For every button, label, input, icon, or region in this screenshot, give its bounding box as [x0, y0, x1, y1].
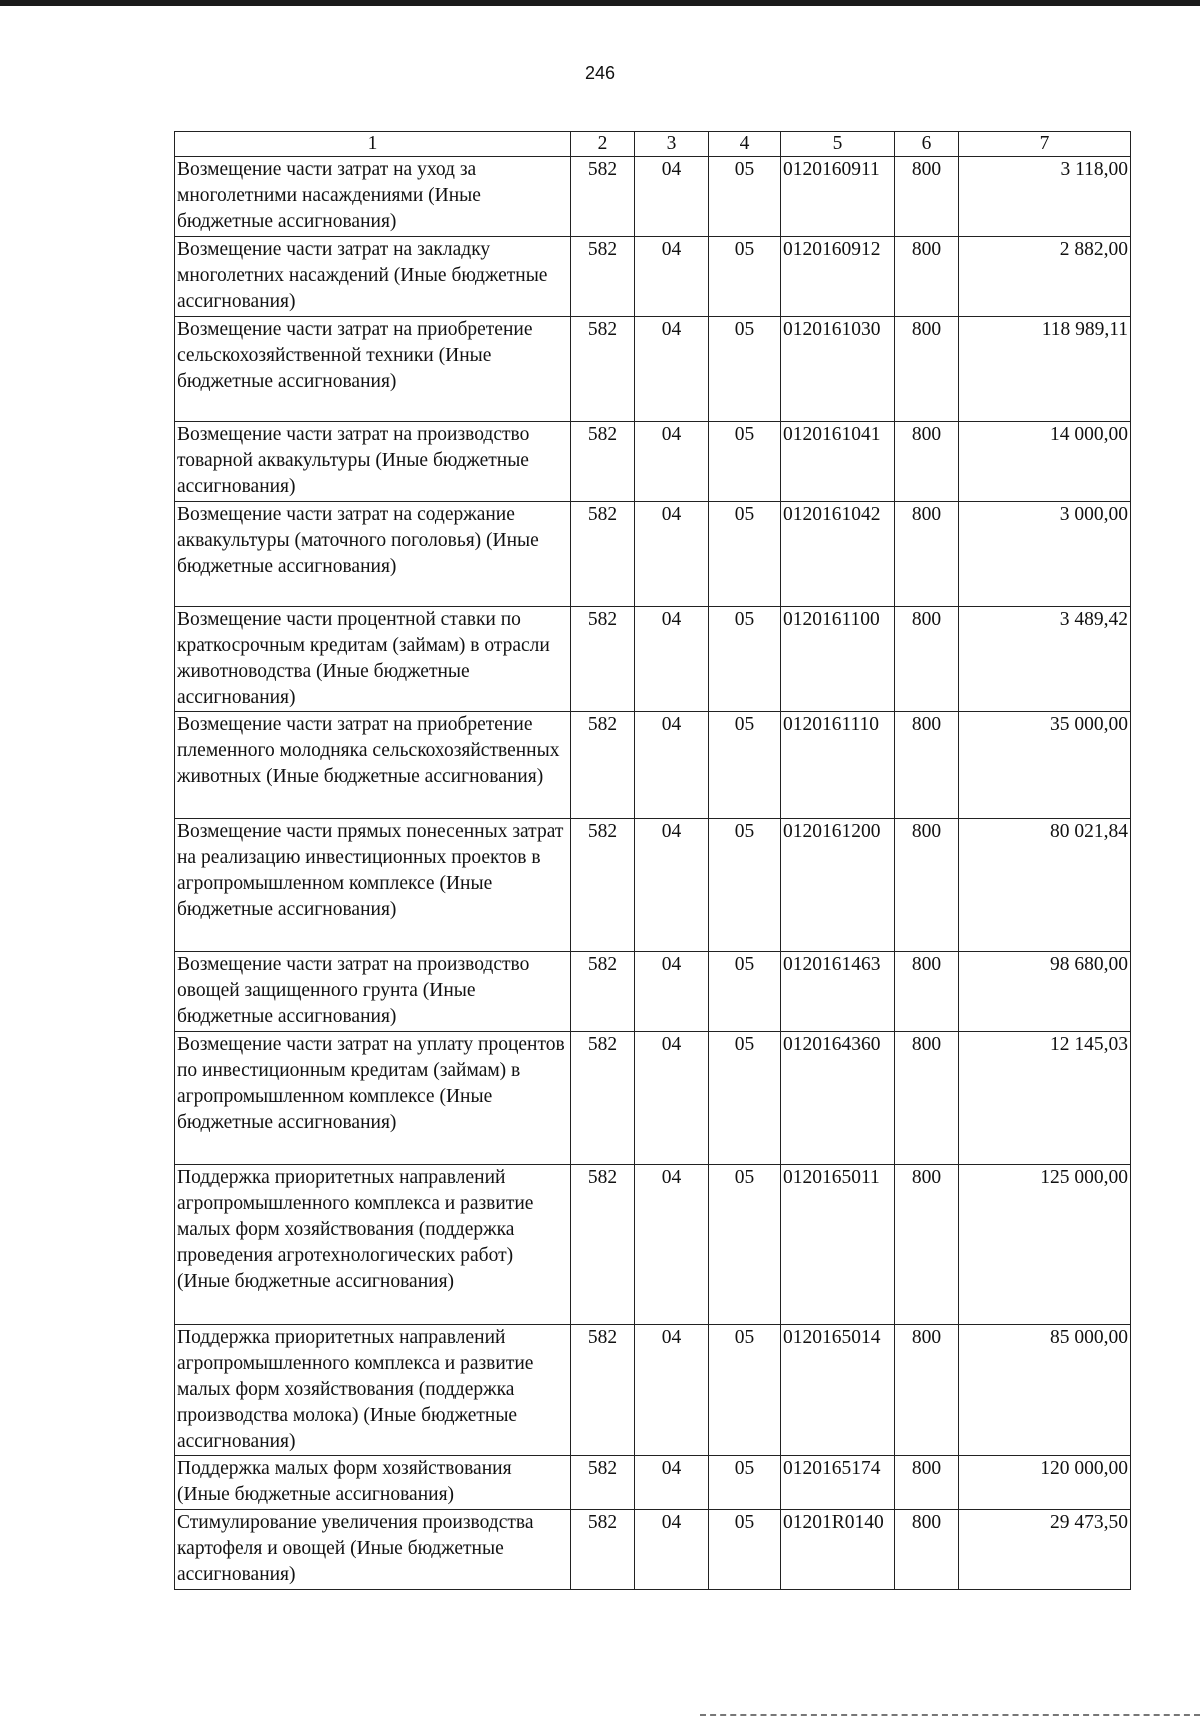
row-subsection-cell: 05 — [709, 1165, 781, 1325]
row-grbs-cell: 582 — [571, 819, 635, 952]
row-name-cell: Поддержка малых форм хозяйствования (Иные бюджетные ассигнования) — [175, 1456, 571, 1510]
row-sum-cell: 3 489,42 — [959, 607, 1131, 712]
row-expense-type-cell: 800 — [895, 422, 959, 502]
row-name-cell: Возмещение части затрат на приобретение племенного молодняка сельскохозяйственных животных (Иные бюджетные ассигнования) — [175, 712, 571, 819]
row-section-cell: 04 — [635, 422, 709, 502]
row-sum-cell: 80 021,84 — [959, 819, 1131, 952]
row-grbs-cell: 582 — [571, 952, 635, 1032]
row-target-article-cell: 0120165174 — [781, 1456, 895, 1510]
row-grbs-cell: 582 — [571, 607, 635, 712]
row-name-cell: Поддержка приоритетных направлений агропромышленного комплекса и развитие малых форм хозяйствования (поддержка проведения агротехнологических работ) (Иные бюджетные ассигнования) — [175, 1165, 571, 1325]
row-section-cell: 04 — [635, 237, 709, 317]
column-header-5: 5 — [781, 132, 895, 157]
row-sum-cell: 14 000,00 — [959, 422, 1131, 502]
table-row — [175, 502, 1131, 607]
column-header-2: 2 — [571, 132, 635, 157]
row-name-cell: Поддержка приоритетных направлений агропромышленного комплекса и развитие малых форм хозяйствования (поддержка производства молока) (Иные бюджетные ассигнования) — [175, 1325, 571, 1456]
row-subsection-cell: 05 — [709, 952, 781, 1032]
row-target-article-cell: 0120161463 — [781, 952, 895, 1032]
row-expense-type-cell: 800 — [895, 1165, 959, 1325]
row-name-cell: Возмещение части затрат на закладку многолетних насаждений (Иные бюджетные ассигнования) — [175, 237, 571, 317]
row-name-cell: Возмещение части затрат на производство товарной аквакультуры (Иные бюджетные ассигнования) — [175, 422, 571, 502]
row-sum-cell: 29 473,50 — [959, 1510, 1131, 1590]
row-sum-cell: 125 000,00 — [959, 1165, 1131, 1325]
row-name-cell: Стимулирование увеличения производства картофеля и овощей (Иные бюджетные ассигнования) — [175, 1510, 571, 1590]
row-grbs-cell: 582 — [571, 237, 635, 317]
row-subsection-cell: 05 — [709, 422, 781, 502]
table-row — [175, 819, 1131, 952]
row-expense-type-cell: 800 — [895, 1325, 959, 1456]
row-name-cell: Возмещение части затрат на производство овощей защищенного грунта (Иные бюджетные ассигнования) — [175, 952, 571, 1032]
column-header-row — [175, 132, 1131, 157]
row-subsection-cell: 05 — [709, 157, 781, 237]
row-name-cell: Возмещение части затрат на уплату процентов по инвестиционным кредитам (займам) в агропромышленном комплексе (Иные бюджетные ассигнования) — [175, 1032, 571, 1165]
table-row — [175, 1325, 1131, 1456]
column-header-1: 1 — [175, 132, 571, 157]
row-grbs-cell: 582 — [571, 317, 635, 422]
table-row — [175, 1032, 1131, 1165]
row-expense-type-cell: 800 — [895, 712, 959, 819]
row-target-article-cell: 0120160911 — [781, 157, 895, 237]
row-name-cell: Возмещение части затрат на уход за многолетними насаждениями (Иные бюджетные ассигнования) — [175, 157, 571, 237]
row-name-cell: Возмещение части затрат на приобретение сельскохозяйственной техники (Иные бюджетные ассигнования) — [175, 317, 571, 422]
row-target-article-cell: 0120160912 — [781, 237, 895, 317]
table-row — [175, 1165, 1131, 1325]
row-target-article-cell: 0120165011 — [781, 1165, 895, 1325]
row-sum-cell: 85 000,00 — [959, 1325, 1131, 1456]
column-header-4: 4 — [709, 132, 781, 157]
row-sum-cell: 3 000,00 — [959, 502, 1131, 607]
table-row — [175, 422, 1131, 502]
row-grbs-cell: 582 — [571, 1032, 635, 1165]
row-grbs-cell: 582 — [571, 712, 635, 819]
table-row — [175, 712, 1131, 819]
row-target-article-cell: 0120161100 — [781, 607, 895, 712]
row-section-cell: 04 — [635, 1510, 709, 1590]
bottom-dashed-line — [700, 1714, 1200, 1716]
row-target-article-cell: 0120164360 — [781, 1032, 895, 1165]
budget-table — [174, 131, 1131, 1590]
row-target-article-cell: 0120161041 — [781, 422, 895, 502]
row-target-article-cell: 01201R0140 — [781, 1510, 895, 1590]
row-section-cell: 04 — [635, 1032, 709, 1165]
row-section-cell: 04 — [635, 819, 709, 952]
row-expense-type-cell: 800 — [895, 607, 959, 712]
row-section-cell: 04 — [635, 1456, 709, 1510]
table-row — [175, 157, 1131, 237]
row-expense-type-cell: 800 — [895, 317, 959, 422]
scan-top-edge — [0, 0, 1200, 6]
row-section-cell: 04 — [635, 712, 709, 819]
row-sum-cell: 35 000,00 — [959, 712, 1131, 819]
row-expense-type-cell: 800 — [895, 157, 959, 237]
row-name-cell: Возмещение части затрат на содержание аквакультуры (маточного поголовья) (Иные бюджетные ассигнования) — [175, 502, 571, 607]
row-grbs-cell: 582 — [571, 1165, 635, 1325]
row-sum-cell: 12 145,03 — [959, 1032, 1131, 1165]
row-subsection-cell: 05 — [709, 1510, 781, 1590]
row-section-cell: 04 — [635, 952, 709, 1032]
column-header-6: 6 — [895, 132, 959, 157]
row-subsection-cell: 05 — [709, 712, 781, 819]
row-expense-type-cell: 800 — [895, 952, 959, 1032]
table-row — [175, 1510, 1131, 1590]
row-expense-type-cell: 800 — [895, 819, 959, 952]
row-subsection-cell: 05 — [709, 1456, 781, 1510]
row-grbs-cell: 582 — [571, 1510, 635, 1590]
row-subsection-cell: 05 — [709, 317, 781, 422]
row-sum-cell: 2 882,00 — [959, 237, 1131, 317]
row-target-article-cell: 0120161200 — [781, 819, 895, 952]
row-section-cell: 04 — [635, 1325, 709, 1456]
row-target-article-cell: 0120161042 — [781, 502, 895, 607]
row-name-cell: Возмещение части процентной ставки по краткосрочным кредитам (займам) в отрасли животноводства (Иные бюджетные ассигнования) — [175, 607, 571, 712]
row-expense-type-cell: 800 — [895, 1032, 959, 1165]
table-row — [175, 237, 1131, 317]
row-subsection-cell: 05 — [709, 502, 781, 607]
row-section-cell: 04 — [635, 317, 709, 422]
row-expense-type-cell: 800 — [895, 502, 959, 607]
row-grbs-cell: 582 — [571, 502, 635, 607]
row-expense-type-cell: 800 — [895, 1510, 959, 1590]
row-grbs-cell: 582 — [571, 157, 635, 237]
row-subsection-cell: 05 — [709, 607, 781, 712]
table-row — [175, 317, 1131, 422]
page-number: 246 — [584, 63, 616, 83]
row-subsection-cell: 05 — [709, 237, 781, 317]
row-subsection-cell: 05 — [709, 1032, 781, 1165]
row-target-article-cell: 0120161030 — [781, 317, 895, 422]
table-row — [175, 607, 1131, 712]
row-target-article-cell: 0120161110 — [781, 712, 895, 819]
row-name-cell: Возмещение части прямых понесенных затрат на реализацию инвестиционных проектов в агропромышленном комплексе (Иные бюджетные ассигнования) — [175, 819, 571, 952]
table-row — [175, 952, 1131, 1032]
column-header-3: 3 — [635, 132, 709, 157]
row-expense-type-cell: 800 — [895, 237, 959, 317]
row-sum-cell: 98 680,00 — [959, 952, 1131, 1032]
row-sum-cell: 118 989,11 — [959, 317, 1131, 422]
row-sum-cell: 120 000,00 — [959, 1456, 1131, 1510]
row-grbs-cell: 582 — [571, 422, 635, 502]
row-expense-type-cell: 800 — [895, 1456, 959, 1510]
row-grbs-cell: 582 — [571, 1456, 635, 1510]
row-section-cell: 04 — [635, 502, 709, 607]
row-subsection-cell: 05 — [709, 1325, 781, 1456]
row-section-cell: 04 — [635, 607, 709, 712]
row-sum-cell: 3 118,00 — [959, 157, 1131, 237]
table-row — [175, 1456, 1131, 1510]
row-target-article-cell: 0120165014 — [781, 1325, 895, 1456]
row-grbs-cell: 582 — [571, 1325, 635, 1456]
row-section-cell: 04 — [635, 157, 709, 237]
column-header-7: 7 — [959, 132, 1131, 157]
row-section-cell: 04 — [635, 1165, 709, 1325]
row-subsection-cell: 05 — [709, 819, 781, 952]
